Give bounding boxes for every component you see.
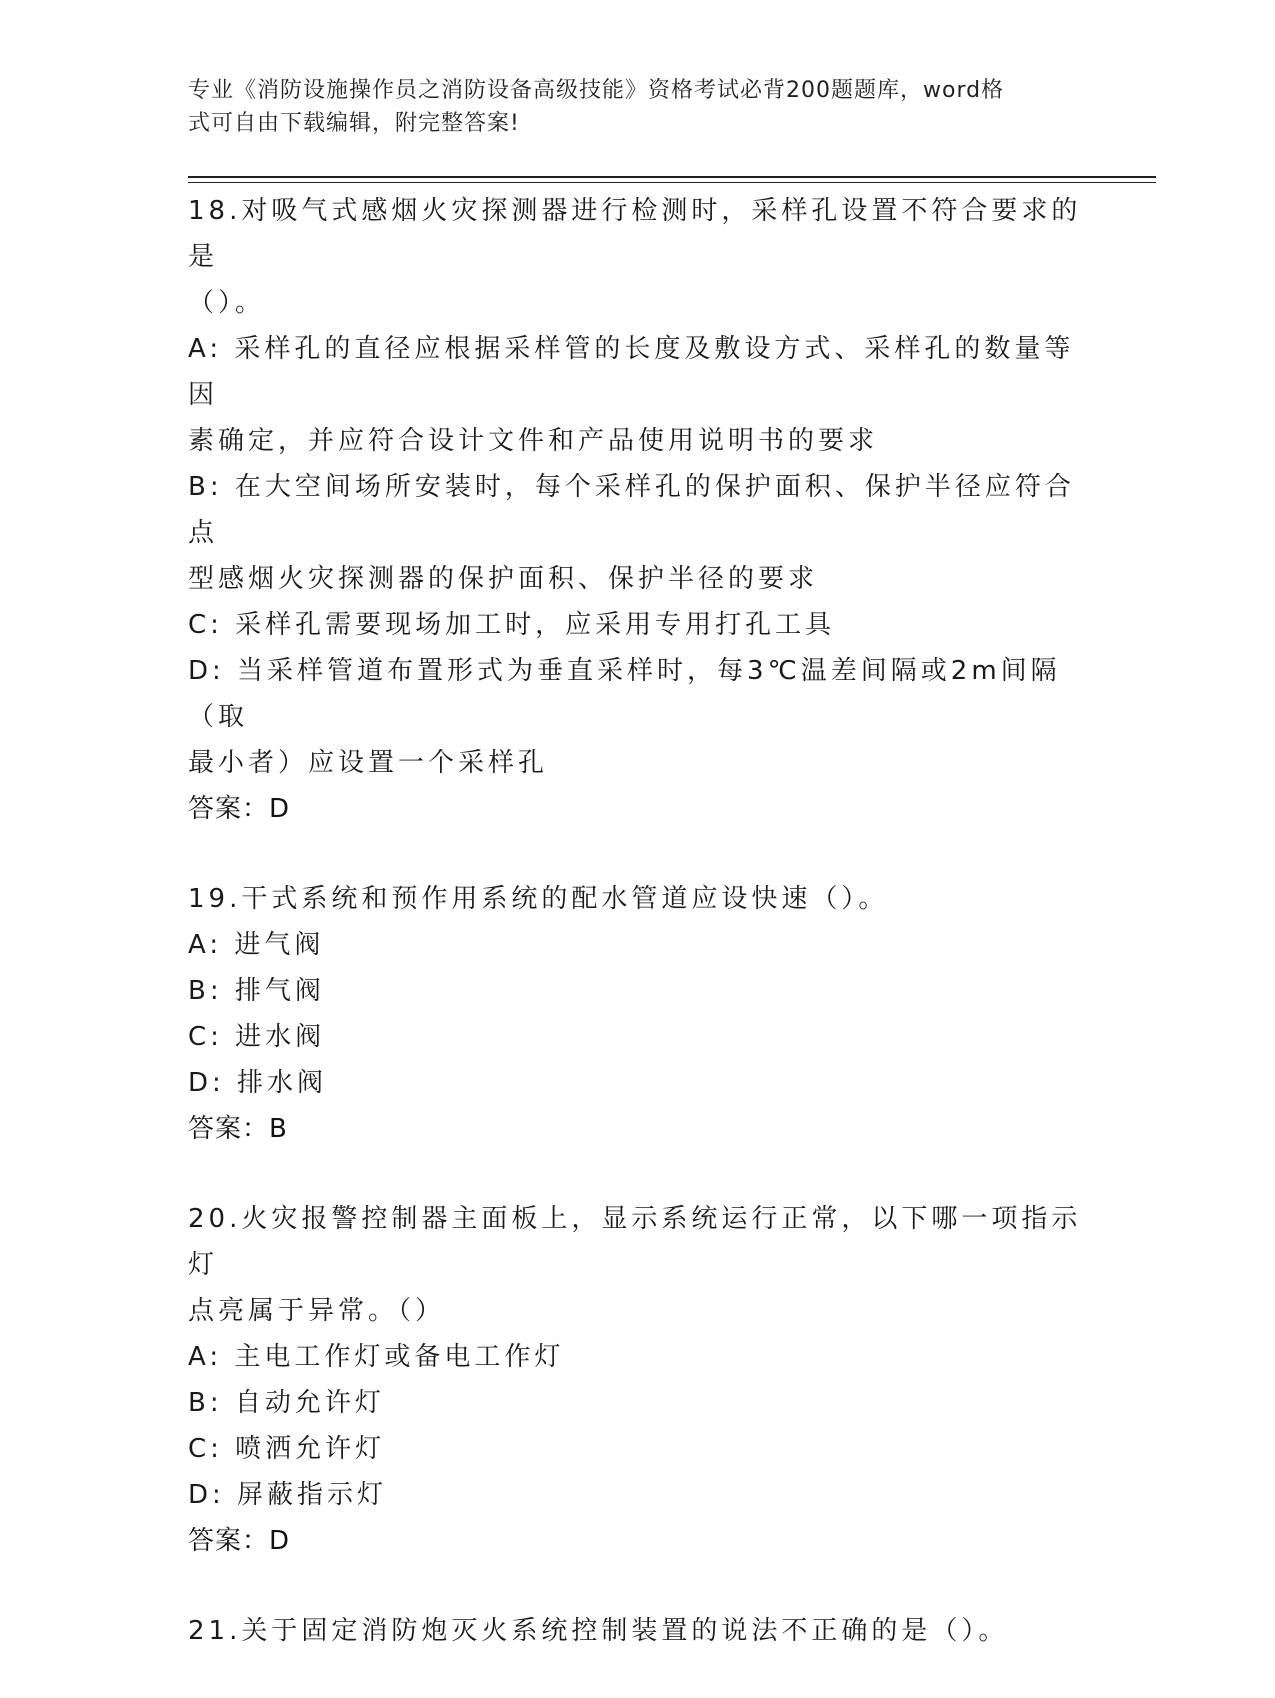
question-list — [188, 188, 1088, 1698]
header-divider-thin — [188, 182, 1156, 183]
header-line-1: 专业《消防设施操作员之消防设备高级技能》资格考试必背200题题库，word格 — [188, 78, 1005, 103]
option-a-line: A: 采样孔的直径应根据采样管的长度及敷设方式、采样孔的数量等因 — [188, 334, 1075, 410]
option-a-line: A: 主电工作灯或备电工作灯 — [188, 1342, 565, 1372]
question-19 — [188, 876, 1088, 1152]
question-stem-line: 19.干式系统和预作用系统的配水管道应设快速（）。 — [188, 884, 889, 914]
question-stem-line: 21.关于固定消防炮灭火系统控制装置的说法不正确的是（）。 — [188, 1616, 1009, 1646]
option-d-line: D: 屏蔽指示灯 — [188, 1480, 388, 1510]
question-21 — [188, 1608, 1088, 1654]
question-20 — [188, 1196, 1088, 1564]
document-header — [188, 74, 1068, 140]
option-d-line: 最小者）应设置一个采样孔 — [188, 748, 549, 778]
question-stem-line: （）。 — [188, 288, 266, 318]
answer-label: 答案：B — [188, 1114, 288, 1144]
option-c-line: C: 采样孔需要现场加工时，应采用专用打孔工具 — [188, 610, 836, 640]
answer-label: 答案：D — [188, 794, 291, 824]
answer-label: 答案：D — [188, 1526, 291, 1556]
question-stem-line: 20.火灾报警控制器主面板上，显示系统运行正常，以下哪一项指示灯 — [188, 1204, 1082, 1280]
option-d-line: D: 当采样管道布置形式为垂直采样时，每3℃温差间隔或2m间隔（取 — [188, 656, 1061, 732]
header-line-2: 式可自由下载编辑，附完整答案! — [188, 111, 520, 136]
question-18 — [188, 188, 1088, 832]
option-b-line: 型感烟火灾探测器的保护面积、保护半径的要求 — [188, 564, 819, 594]
option-d-line: D: 排水阀 — [188, 1068, 328, 1098]
question-stem-line: 18.对吸气式感烟火灾探测器进行检测时，采样孔设置不符合要求的是 — [188, 196, 1082, 272]
option-b-line: B: 在大空间场所安装时，每个采样孔的保护面积、保护半径应符合点 — [188, 472, 1075, 548]
option-b-line: B: 自动允许灯 — [188, 1388, 385, 1418]
option-a-line: 素确定，并应符合设计文件和产品使用说明书的要求 — [188, 426, 879, 456]
question-stem-line: 点亮属于异常。（） — [188, 1296, 446, 1326]
option-a-line: A: 进气阀 — [188, 930, 325, 960]
option-b-line: B: 排气阀 — [188, 976, 325, 1006]
option-c-line: C: 进水阀 — [188, 1022, 326, 1052]
header-divider-thick — [188, 176, 1156, 178]
option-c-line: C: 喷洒允许灯 — [188, 1434, 386, 1464]
